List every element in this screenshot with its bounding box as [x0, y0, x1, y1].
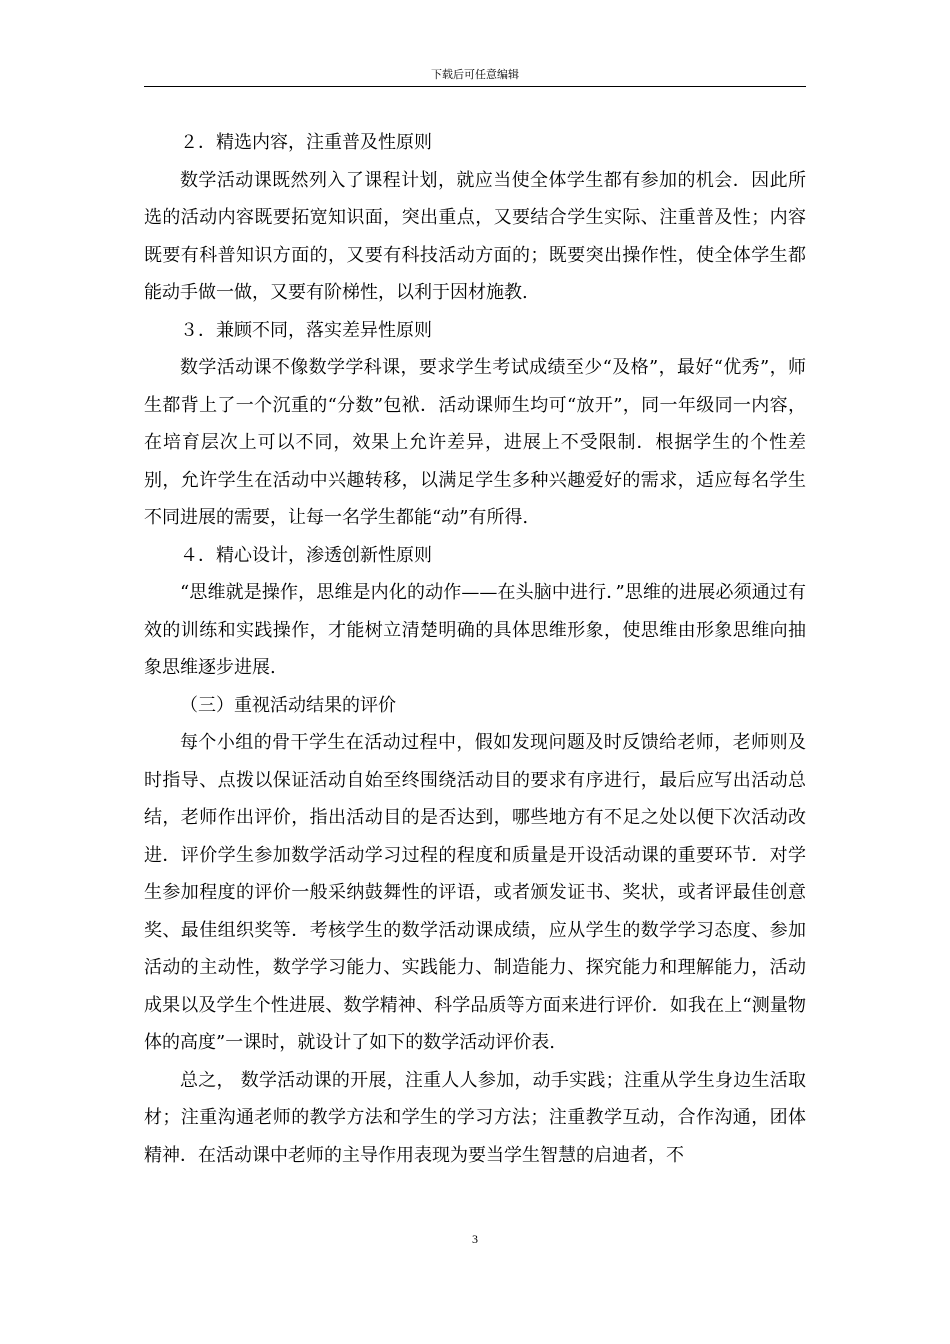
paragraph-4: 每个小组的骨干学生在活动过程中，假如发现问题及时反馈给老师，老师则及时指导、点拨以保证活动自始至终围绕活动目的要求有序进行，最后应写出活动总结，老师作出评价，指出活动目的是否达到，哪些地方有不足之处以便下次活动改进．评价学生参加数学活动学习过程的程度和质量是开设活动课的重要环节．对学生参加程度的评价一般采纳鼓舞性的评语，或者颁发证书、奖状，或者评最佳创意奖、最佳组织奖等．考核学生的数学活动课成绩，应从学生的数学学习态度、参加活动的主动性，数学学习能力、实践能力、制造能力、探究能力和理解能力，活动成果以及学生个性进展、数学精神、科学品质等方面来进行评价．如我在上“测量物体的高度”一课时，就设计了如下的数学活动评价表.	[144, 732, 806, 1053]
section-heading-2: ２．精选内容，注重普及性原则	[180, 132, 432, 153]
header-divider	[144, 86, 806, 87]
document-body	[144, 124, 806, 1174]
paragraph-2: 数学活动课不像数学学科课，要求学生考试成绩至少“及格”，最好“优秀”，师生都背上了一个沉重的“分数”包袱．活动课师生均可“放开”，同一年级同一内容，在培育层次上可以不同，效果上允许差异，进展上不受限制．根据学生的个性差别，允许学生在活动中兴趣转移，以满足学生多种兴趣爱好的需求，适应每名学生不同进展的需要，让每一名学生都能“动”有所得.	[144, 357, 806, 528]
section-heading-3: ３．兼顾不同，落实差异性原则	[180, 319, 432, 341]
section-heading-evaluation: （三）重视活动结果的评价	[180, 694, 396, 716]
page-number: 3	[472, 1232, 478, 1246]
paragraph-1: 数学活动课既然列入了课程计划，就应当使全体学生都有参加的机会．因此所选的活动内容既要拓宽知识面，突出重点，又要结合学生实际、注重普及性；内容既要有科普知识方面的，又要有科技活动方面的；既要突出操作性，使全体学生都能动手做一做，又要有阶梯性，以利于因材施教.	[144, 169, 806, 303]
section-heading-4: ４．精心设计，渗透创新性原则	[180, 544, 432, 566]
paragraph-3: “思维就是操作，思维是内化的动作——在头脑中进行．”思维的进展必须通过有效的训练和实践操作，才能树立清楚明确的具体思维形象，使思维由形象思维向抽象思维逐步进展.	[144, 582, 806, 678]
paragraph-5: 总之， 数学活动课的开展，注重人人参加，动手实践；注重从学生身边生活取材；注重沟通老师的教学方法和学生的学习方法；注重教学互动，合作沟通，团体精神．在活动课中老师的主导作用表现为要当学生智慧的启迪者，不	[144, 1069, 806, 1166]
page-header: 下载后可任意编辑	[431, 68, 519, 81]
